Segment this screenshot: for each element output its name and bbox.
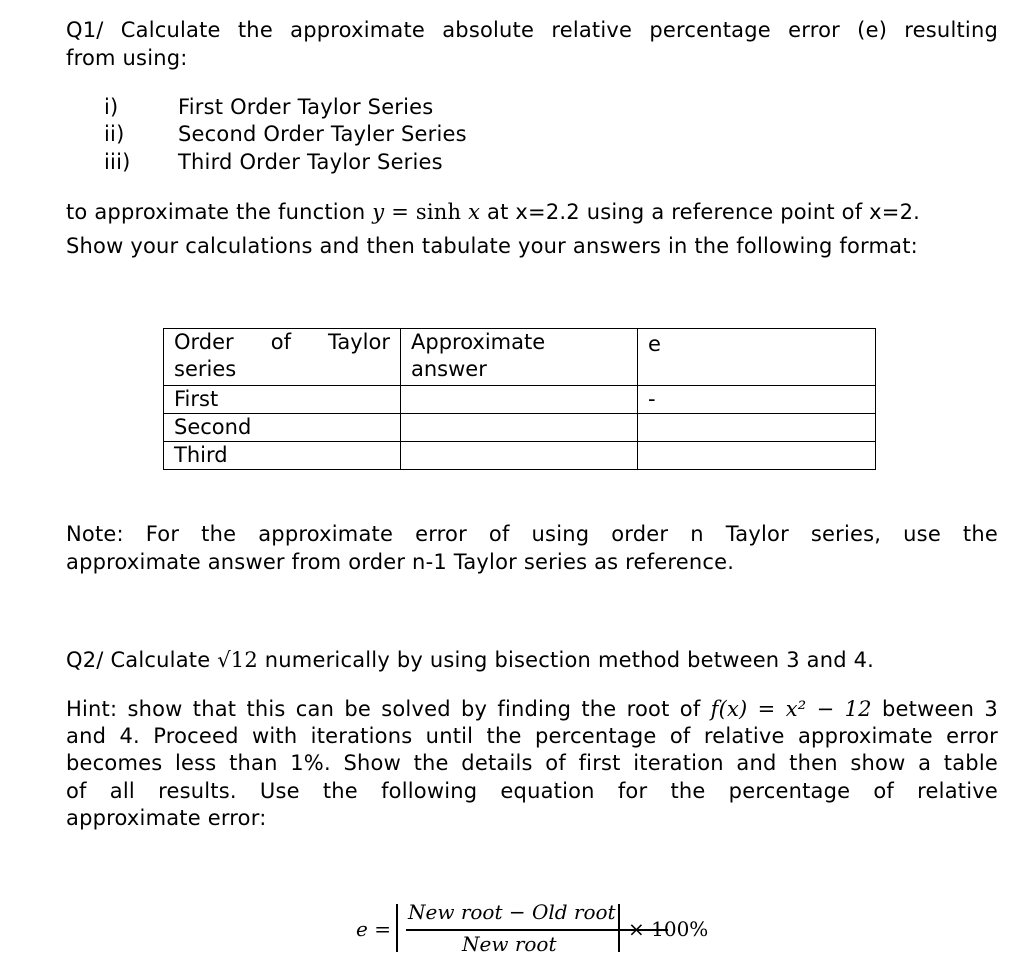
header-answer-word: answer [411, 357, 487, 381]
cell-answer [401, 442, 638, 470]
cell-order: Second [164, 414, 401, 442]
table-row [164, 386, 876, 414]
list-item-number: iii) [104, 150, 131, 174]
header-order-word: Order [174, 330, 234, 354]
header-approximate-word: Approximate [411, 330, 546, 354]
function-suffix: at x=2.2 using a reference point of x=2. [480, 200, 921, 224]
header-series-word: series [174, 357, 237, 381]
hint-suffix: between 3 [871, 697, 998, 721]
hint-function: f(x) = x² − 12 [710, 697, 872, 721]
hint-prefix: Hint: show that this can be solved by finding the root of [66, 697, 711, 721]
relative-error-equation [356, 900, 716, 964]
header-taylor-word: Taylor [328, 330, 390, 354]
header-answer [401, 329, 638, 386]
hint-line-5: approximate error: [66, 806, 267, 830]
function-eq: = sinh [384, 200, 469, 224]
list-item-number: ii) [104, 122, 125, 146]
cell-answer [401, 386, 638, 414]
q2-prefix: Q2/ Calculate [66, 648, 218, 672]
hint-line-4: of all results. Use the following equation for the percentage of relative [66, 779, 998, 803]
function-y: y [372, 200, 385, 224]
note-line-2: approximate answer from order n-1 Taylor series as reference. [66, 550, 735, 574]
taylor-table [163, 328, 876, 470]
q1-show-line: Show your calculations and then tabulate your answers in the following format: [66, 234, 918, 258]
table-row [164, 414, 876, 442]
q1-function-line [66, 200, 920, 224]
q1-line-2: from using: [66, 46, 188, 70]
equation-lhs: e = [356, 917, 391, 941]
equation-numerator: New root − Old root [408, 900, 616, 924]
hint-line-2: and 4. Proceed with iterations until the percentage of relative approximate error [66, 724, 998, 748]
q2-suffix: numerically by using bisection method between 3 and 4. [257, 648, 875, 672]
cell-e [638, 414, 876, 442]
equation-denominator: New root [462, 932, 557, 956]
cell-order: Third [164, 442, 401, 470]
table-header-row [164, 329, 876, 386]
note-line-1: Note: For the approximate error of using order n Taylor series, use the [66, 522, 998, 546]
list-item-text: First Order Taylor Series [178, 95, 434, 119]
sqrt-12: √12 [217, 648, 258, 672]
cell-order: First [164, 386, 401, 414]
function-prefix: to approximate the function [66, 200, 373, 224]
header-of-word: of [270, 330, 291, 354]
hint-line-1 [66, 697, 998, 721]
header-order [164, 329, 401, 386]
abs-bar-left [396, 904, 398, 952]
list-item-number: i) [104, 95, 119, 119]
q2-line-1 [66, 648, 874, 672]
list-item-text: Third Order Taylor Series [178, 150, 443, 174]
list-item-text: Second Order Tayler Series [178, 122, 467, 146]
hint-line-3: becomes less than 1%. Show the details of first iteration and then show a table [66, 751, 998, 775]
function-x: x [468, 200, 481, 224]
cell-e: - [638, 386, 876, 414]
equation-times: × 100% [628, 917, 709, 941]
cell-answer [401, 414, 638, 442]
header-e: e [638, 329, 876, 386]
cell-e [638, 442, 876, 470]
abs-bar-right [618, 904, 620, 952]
q1-line-1: Q1/ Calculate the approximate absolute relative percentage error (e) resulting [66, 18, 998, 42]
table-row [164, 442, 876, 470]
